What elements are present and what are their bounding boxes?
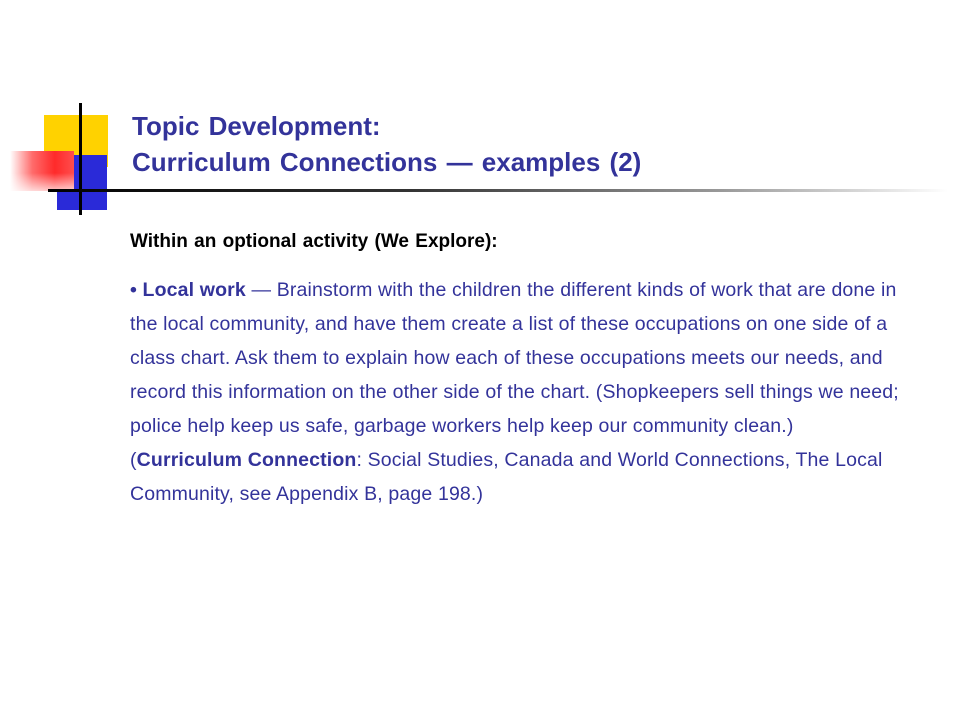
bullet-dash: —	[245, 279, 277, 301]
curriculum-connection-label: Curriculum Connection	[136, 449, 357, 471]
vertical-rule	[79, 103, 82, 215]
slide-title-line-1: Topic Development:	[132, 111, 381, 141]
bullet-paragraph	[130, 273, 900, 511]
slide-title	[132, 108, 641, 180]
horizontal-rule	[48, 189, 948, 192]
bullet-text: Brainstorm with the children the different kinds of work that are done in the local community, and have them create a list of these occupations on one side of a class chart. Ask them to explain how each of these occupations meets our needs, and record this information on the other side of the chart. (Shopkeepers sell things we need; police help keep us safe, garbage workers help keep our community clean.) (	[130, 279, 899, 471]
subheading: Within an optional activity (We Explore):	[130, 231, 498, 252]
red-square-fade-decoration	[10, 151, 74, 191]
slide-title-line-2: Curriculum Connections — examples (2)	[132, 147, 642, 177]
bullet-marker: •	[130, 279, 143, 301]
slide-content	[130, 228, 900, 511]
curriculum-connection-text: : Social Studies, Canada and World Connections, The Local Community, see Appendix B, page 198.)	[130, 449, 883, 505]
bullet-term: Local work	[142, 279, 246, 301]
